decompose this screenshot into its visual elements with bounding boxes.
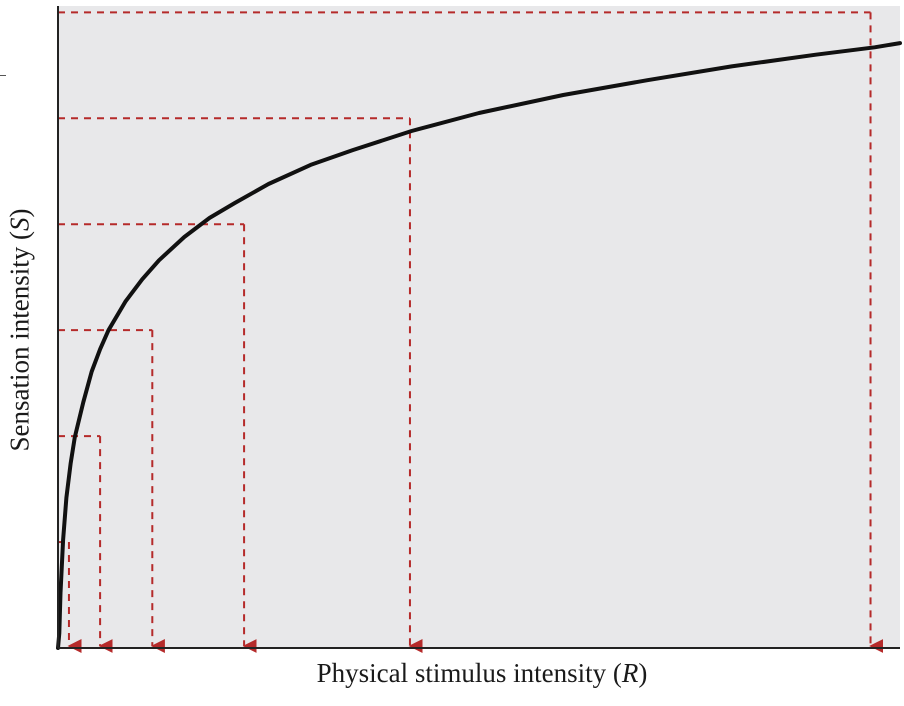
y-axis-label: Sensation intensity [4, 246, 35, 452]
y-axis-title: Sensation intensity (S) [4, 208, 35, 452]
x-axis-label: Physical stimulus intensity [316, 658, 607, 688]
x-axis-title: Physical stimulus intensity (R) [316, 658, 648, 688]
y-axis-symbol: S [4, 217, 35, 231]
plot-area [58, 6, 900, 648]
x-axis-symbol: R [621, 658, 639, 688]
